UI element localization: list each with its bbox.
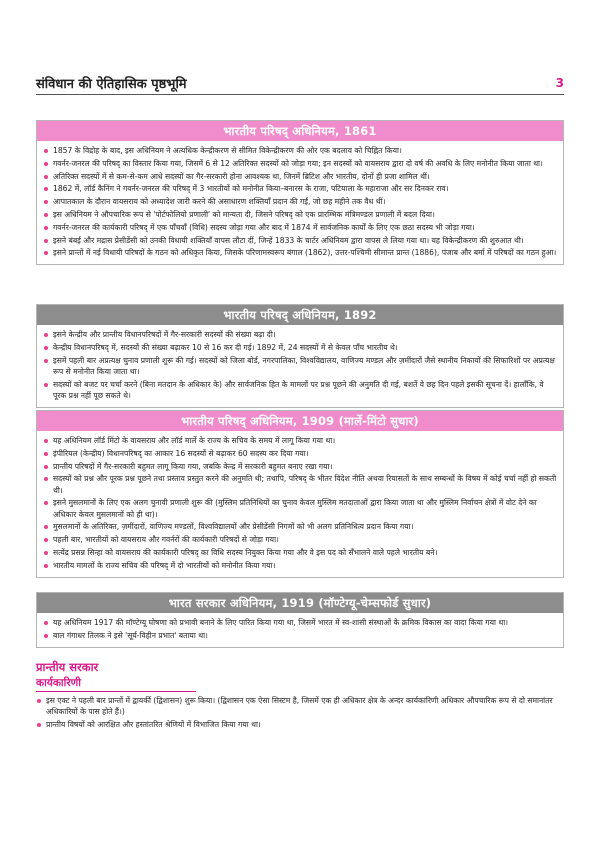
list-item: भारतीय मामलों के राज्य सचिव की परिषद् में दो भारतीयों को मनोनीत किया गया। (43, 560, 557, 571)
chapter-title: संविधान की ऐतिहासिक पृष्ठभूमि (36, 77, 187, 92)
header-rule (36, 94, 564, 95)
section-1892 (36, 304, 564, 408)
provincial-section (36, 660, 564, 732)
list-item: प्रान्तीय विषयों को आरक्षित और हस्तांतरित श्रेणियों में विभाजित किया गया था। (36, 719, 564, 730)
list-item: केन्द्रीय विधानपरिषद् में, सदस्यों की संख्या बढ़ाकर 10 से 16 कर दी गई। 1892 में, 24 सदस्यों में से केवल पाँच भारतीय थे। (43, 342, 557, 353)
list-item: गवर्नर-जनरल की परिषद् का विस्तार किया गया, जिसमें 6 से 12 अतिरिक्त सदस्यों को जोड़ा गया; इन सदस्यों को वायसराय द्वारा दो वर्ष की अवधि के लिए मनोनीत किया जाता था। (43, 158, 557, 169)
section-1919 (36, 592, 564, 648)
list-item: गवर्नर-जनरल की कार्यकारी परिषद् में एक पाँचवाँ (विधि) सदस्य जोड़ा गया और बाद में 1874 में सार्वजनिक कार्यों के लिए एक छठा सदस्य भी जोड़ा गया। (43, 222, 557, 233)
list-item: प्रान्तीय परिषदों में गैर-सरकारी बहुमत लागू किया गया, जबकि केन्द्र में सरकारी बहुमत बनाए रखा गया। (43, 461, 557, 472)
list-item: सदस्यों को बजट पर चर्चा करने (बिना मतदान के अधिकार के) और सार्वजनिक हित के मामलों पर प्रश्न पूछने की अनुमति दी गई, बशर्ते वे छह दिन पहले इसकी सूचना दें। हालाँकि, वे पूरक प्रश्न नहीं पूछ सकते थे। (43, 379, 557, 401)
section-title: भारतीय परिषद् अधिनियम, 1892 (37, 305, 563, 325)
list-item: इसने केन्द्रीय और प्रान्तीय विधानपरिषदों में गैर-सरकारी सदस्यों की संख्या बढ़ा दी। (43, 329, 557, 340)
list-item: इसने प्रान्तों में नई विधायी परिषदों के गठन को अधिकृत किया, जिसके परिणामस्वरूप बंगाल (1862), उत्तर-पश्चिमी सीमान्त प्रान्त (1886), पंजाब और बर्मा में परिषदों का गठन हुआ। (43, 247, 557, 258)
bullet-list (36, 695, 564, 730)
bullet-list (43, 435, 557, 571)
section-title: भारतीय परिषद् अधिनियम, 1909 (मार्ले-मिंटो सुधार) (37, 411, 563, 431)
list-item: यह अधिनियम 1917 की मॉण्टेग्यू घोषणा को प्रभावी बनाने के लिए पारित किया गया था, जिसमें भारत में स्व-शासी संस्थाओं के क्रमिक विकास का वादा किया गया था। (43, 617, 557, 628)
list-item: सदस्यों को प्रश्न और पूरक प्रश्न पूछने तथा प्रस्ताव प्रस्तुत करने की अनुमति थी; तथापि, परिषद् के भीतर विदेश नीति अथवा रियासतों के साथ सम्बन्धों के विषय में कोई चर्चा नहीं हो सकती थी। (43, 473, 557, 495)
list-item: आपातकाल के दौरान वायसराय को अध्यादेश जारी करने की असाधारण शक्तियाँ प्रदान की गईं, जो छह महीने तक वैध थीं। (43, 196, 557, 207)
list-item: इसमें पहली बार अप्रत्यक्ष चुनाव प्रणाली शुरू की गई। सदस्यों को जिला बोर्ड, नगरपालिका, विश्वविद्यालय, वाणिज्य मण्डल और ज़मींदारों जैसे स्थानीय निकायों की सिफारिशों पर अप्रत्यक्ष रूप से मनोनीत किया जाता था। (43, 355, 557, 377)
list-item: मुसलमानों के अतिरिक्त, ज़मींदारों, वाणिज्य मण्डलों, विश्वविद्यालयों और प्रेसीडेंसी निगमों को भी अलग प्रतिनिधित्व प्रदान किया गया। (43, 521, 557, 532)
executive-subheading: कार्यकारिणी (36, 677, 81, 689)
list-item: इसने बंबई और मद्रास प्रेसीडेंसी को उनकी विधायी शक्तियाँ वापस लौटा दीं, जिन्हें 1833 के चार्टर अधिनियम द्वारा वापस ले लिया गया था। यह विकेन्द्रीकरण की शुरुआत थी। (43, 235, 557, 246)
list-item: इस अधिनियम ने औपचारिक रूप से 'पोर्टफोलियो प्रणाली' को मान्यता दी, जिसने परिषद् को एक प्रारम्भिक मंत्रिमण्डल प्रणाली में बदल दिया। (43, 209, 557, 220)
list-item: 1857 के विद्रोह के बाद, इस अधिनियम ने अत्यधिक केन्द्रीकरण से सीमित विकेन्द्रीकरण की ओर एक बदलाव को चिह्नित किया। (43, 145, 557, 156)
page-number: 3 (555, 76, 564, 90)
bullet-list (43, 617, 557, 641)
list-item: यह अधिनियम लॉर्ड मिंटो के वायसराय और लॉर्ड मार्ले के राज्य के सचिव के समय में लागू किया गया था। (43, 435, 557, 446)
page-header (36, 74, 564, 96)
section-1861 (36, 120, 564, 265)
list-item: 1862 में, लॉर्ड कैनिंग ने गवर्नर-जनरल की परिषद् में 3 भारतीयों को मनोनीत किया–बनारस के राजा, पटियाला के महाराजा और सर दिनकर राव। (43, 183, 557, 194)
subheading-rule (36, 691, 196, 692)
list-item: सत्येंद्र प्रसन्न सिन्हा को वायसराय की कार्यकारी परिषद् का विधि सदस्य नियुक्त किया गया और वे इस पद को सँभालने वाले पहले भारतीय बने। (43, 547, 557, 558)
list-item: इंपीरियल (केन्द्रीय) विधानपरिषद् का आकार 16 सदस्यों से बढ़ाकर 60 सदस्य कर दिया गया। (43, 448, 557, 459)
list-item: पहली बार, भारतीयों को वायसराय और गवर्नरों की कार्यकारी परिषदों से जोड़ा गया। (43, 534, 557, 545)
list-item: इसने मुसलमानों के लिए एक अलग चुनावी प्रणाली शुरू की (मुस्लिम प्रतिनिधियों का चुनाव केवल मुस्लिम मतदाताओं द्वारा किया जाता था और मुस्लिम निर्वाचन क्षेत्रों में वोट देने का अधिकार केवल मुसलमानों को ही था)। (43, 497, 557, 519)
section-title: भारतीय परिषद् अधिनियम, 1861 (37, 121, 563, 141)
bullet-list (43, 329, 557, 401)
list-item: बाल गंगाधर तिलक ने इसे 'सूर्य-विहीन प्रभात' बताया था। (43, 630, 557, 641)
provincial-heading: प्रान्तीय सरकार (36, 660, 99, 674)
list-item: अतिरिक्त सदस्यों में से कम-से-कम आधे सदस्यों का गैर-सरकारी होना आवश्यक था, जिनमें ब्रिटिश और भारतीय, दोनों ही प्रजा शामिल थीं। (43, 171, 557, 182)
section-title: भारत सरकार अधिनियम, 1919 (मॉण्टेग्यू-चेम्सफोर्ड सुधार) (37, 593, 563, 613)
list-item: इस एक्ट ने पहली बार प्रान्तों में द्वायर्की (द्विशासन) शुरू किया। (द्विशासन एक ऐसा सिस्टम है, जिसमें एक ही अधिकार क्षेत्र के अन्दर कार्यकारिणी अधिकार औपचारिक रूप से दो समानांतर अधिकारियों के पास होते हैं।) (36, 695, 564, 717)
bullet-list (43, 145, 557, 259)
section-1909 (36, 410, 564, 578)
